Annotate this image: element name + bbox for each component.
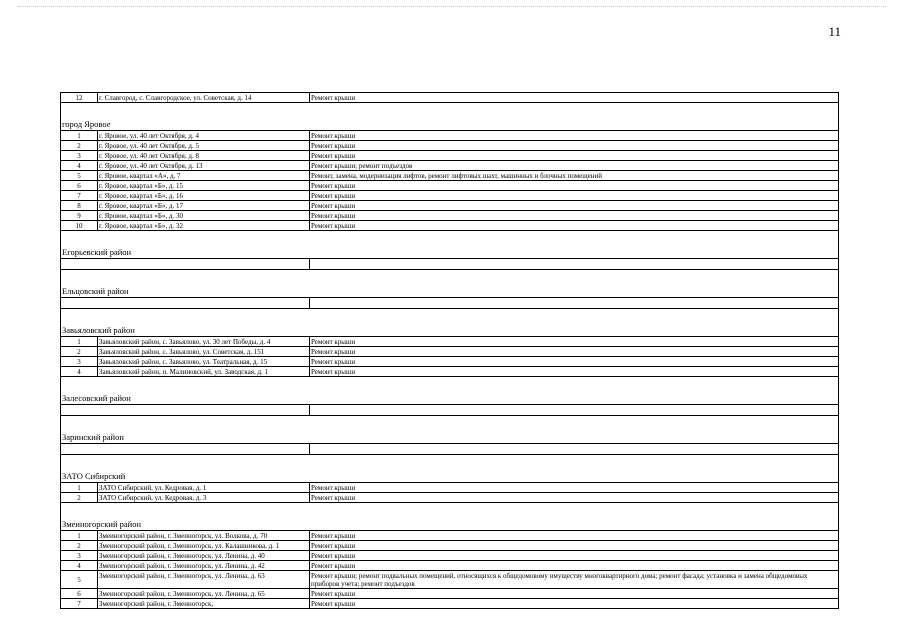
row-number-cell: 2	[61, 347, 98, 356]
table-row	[61, 140, 838, 150]
work-type-cell: Ремонт крыши; ремонт подъездов	[311, 162, 413, 170]
row-number-cell: 9	[61, 211, 98, 220]
page-number: 11	[828, 24, 841, 39]
row-number-cell: 12	[61, 93, 98, 102]
table-row	[61, 560, 838, 570]
address-cell: Змеиногорский район, г. Змеиногорск, ул. Ленина, д. 40	[98, 551, 310, 560]
work-type-cell: Ремонт крыши	[311, 484, 356, 492]
row-number-cell: 7	[61, 599, 98, 608]
section-header	[61, 454, 838, 482]
row-number-cell: 6	[61, 181, 98, 190]
work-type-cell: Ремонт крыши	[311, 562, 356, 570]
table-row	[61, 336, 838, 346]
section-title: Змеиногорский район	[62, 519, 142, 529]
row-number-cell: 2	[61, 141, 98, 150]
address-cell: г. Яровое, ул. 40 лет Октября, д. 5	[98, 141, 310, 150]
row-number-cell: 3	[61, 551, 98, 560]
row-number-cell: 3	[61, 151, 98, 160]
row-number-cell: 5	[61, 171, 98, 180]
table-row	[61, 530, 838, 540]
empty-table-row	[61, 404, 838, 415]
table-row	[61, 220, 838, 230]
work-type-cell	[310, 259, 838, 269]
address-cell: Завьяловский район, с. Завьялово, ул. Советская, д. 151	[98, 347, 310, 356]
table-row	[61, 356, 838, 366]
work-type-cell: Ремонт крыши	[311, 532, 356, 540]
section-title: ЗАТО Сибирский	[62, 471, 126, 481]
section-header	[61, 102, 838, 130]
row-number-cell: 2	[61, 541, 98, 550]
empty-table-row	[61, 258, 838, 269]
section-header	[61, 308, 838, 336]
row-number-cell: 1	[61, 131, 98, 140]
table-row	[61, 570, 838, 588]
address-cell: г. Яровое, квартал «Б», д. 16	[98, 191, 310, 200]
address-cell: г. Яровое, квартал «Б», д. 30	[98, 211, 310, 220]
table-row	[61, 482, 838, 492]
row-number-cell: 5	[61, 571, 98, 588]
work-type-cell: Ремонт крыши	[311, 358, 356, 366]
row-number-cell: 4	[61, 161, 98, 170]
work-type-cell: Ремонт крыши	[311, 338, 356, 346]
address-cell: г. Яровое, квартал «Б», д. 15	[98, 181, 310, 190]
address-cell: Змеиногорский район, г. Змеиногорск, ул. Волкова, д. 70	[98, 531, 310, 540]
address-cell: Завьяловский район, с. Завьялово, ул. 30 лет Победы, д. 4	[98, 337, 310, 346]
work-type-cell: Ремонт крыши	[311, 94, 356, 102]
address-cell: ЗАТО Сибирский, ул. Кедровая, д. 1	[98, 483, 310, 492]
address-cell	[98, 444, 310, 454]
address-cell: г. Яровое, квартал «А», д. 7	[98, 171, 310, 180]
row-number-cell: 10	[61, 221, 98, 230]
work-type-cell: Ремонт, замена, модернизация лифтов, ремонт лифтовых шахт, машинных и блочных помещений	[311, 172, 602, 180]
work-type-cell: Ремонт крыши	[311, 542, 356, 550]
table-row	[61, 346, 838, 356]
table-row	[61, 210, 838, 220]
address-cell: Завьяловский район, п. Малиновский, ул. Заводская, д. 1	[98, 367, 310, 376]
table-row	[61, 366, 838, 376]
address-cell: г. Яровое, квартал «Б», д. 32	[98, 221, 310, 230]
table-row	[61, 200, 838, 210]
section-header	[61, 269, 838, 297]
row-number-cell	[61, 298, 98, 308]
work-type-cell: Ремонт крыши	[311, 600, 356, 608]
section-title: Егорьевский район	[62, 247, 132, 257]
address-cell: Змеиногорский район, г. Змеиногорск, ул. Калашникова, д. 1	[98, 541, 310, 550]
address-cell	[98, 298, 310, 308]
work-type-cell: Ремонт крыши	[311, 142, 356, 150]
address-cell: Змеиногорский район, г. Змеиногорск, ул. Ленина, д. 65	[98, 589, 310, 598]
section-header	[61, 376, 838, 404]
work-type-cell: Ремонт крыши; ремонт подвальных помещений, относящихся к общедомовому имуществу многоквартирного дома; ремонт фасада; установка и замена общедомовых приборов учета; ремонт подъездов	[311, 572, 808, 588]
work-type-cell: Ремонт крыши	[311, 348, 356, 356]
address-cell: г. Яровое, ул. 40 лет Октября, д. 8	[98, 151, 310, 160]
work-type-cell: Ремонт крыши	[311, 192, 356, 200]
work-type-cell: Ремонт крыши	[311, 202, 356, 210]
empty-table-row	[61, 443, 838, 454]
work-type-cell: Ремонт крыши	[311, 222, 356, 230]
table-row	[61, 550, 838, 560]
table-row	[61, 180, 838, 190]
work-type-cell: Ремонт крыши	[311, 212, 356, 220]
table-row	[61, 150, 838, 160]
row-number-cell: 4	[61, 561, 98, 570]
section-title: Залесовский район	[62, 393, 131, 403]
work-type-cell: Ремонт крыши	[311, 494, 356, 502]
table-row	[61, 170, 838, 180]
work-type-cell: Ремонт крыши	[311, 132, 356, 140]
row-number-cell	[61, 444, 98, 454]
row-number-cell: 2	[61, 493, 98, 502]
address-cell: Змеиногорский район, г. Змеиногорск, ул. Ленина, д. 42	[98, 561, 310, 570]
section-header	[61, 230, 838, 258]
table-row	[61, 92, 838, 102]
section-title: Ельцовский район	[62, 286, 129, 296]
work-type-cell: Ремонт крыши	[311, 368, 356, 376]
address-cell: г. Славгород, с. Славгородское, ул. Советская, д. 14	[98, 93, 310, 102]
scan-top-edge	[18, 6, 886, 7]
address-cell: Змеиногорский район, г. Змеиногорск,	[98, 599, 310, 608]
table-row	[61, 588, 838, 598]
empty-table-row	[61, 297, 838, 308]
work-type-cell: Ремонт крыши	[311, 552, 356, 560]
row-number-cell	[61, 259, 98, 269]
section-title: Завьяловский район	[62, 325, 135, 335]
table-row	[61, 130, 838, 140]
work-type-cell: Ремонт крыши	[311, 152, 356, 160]
row-number-cell: 1	[61, 531, 98, 540]
address-cell: г. Яровое, квартал «Б», д. 17	[98, 201, 310, 210]
row-number-cell: 6	[61, 589, 98, 598]
table-row	[61, 190, 838, 200]
section-header	[61, 415, 838, 443]
address-cell	[98, 259, 310, 269]
section-header	[61, 502, 838, 530]
row-number-cell	[61, 405, 98, 415]
address-cell	[98, 405, 310, 415]
work-type-cell	[310, 405, 838, 415]
table-row	[61, 160, 838, 170]
row-number-cell: 4	[61, 367, 98, 376]
address-cell: Змеиногорский район, г. Змеиногорск, ул. Ленина, д. 63	[98, 571, 310, 588]
table-row	[61, 492, 838, 502]
row-number-cell: 3	[61, 357, 98, 366]
work-type-cell: Ремонт крыши	[311, 182, 356, 190]
address-cell: г. Яровое, ул. 40 лет Октября, д. 4	[98, 131, 310, 140]
address-cell: г. Яровое, ул. 40 лет Октября, д. 13	[98, 161, 310, 170]
address-cell: ЗАТО Сибирский, ул. Кедровая, д. 3	[98, 493, 310, 502]
section-title: Заринский район	[62, 432, 124, 442]
row-number-cell: 7	[61, 191, 98, 200]
work-type-cell: Ремонт крыши	[311, 590, 356, 598]
table-row	[61, 540, 838, 550]
table-row	[61, 598, 838, 608]
row-number-cell: 1	[61, 483, 98, 492]
row-number-cell: 1	[61, 337, 98, 346]
repair-program-table	[60, 92, 839, 609]
address-cell: Завьяловский район, с. Завьялово, ул. Театральная, д. 15	[98, 357, 310, 366]
row-number-cell: 8	[61, 201, 98, 210]
work-type-cell	[310, 444, 838, 454]
section-title: город Яровое	[62, 119, 111, 129]
work-type-cell	[310, 298, 838, 308]
